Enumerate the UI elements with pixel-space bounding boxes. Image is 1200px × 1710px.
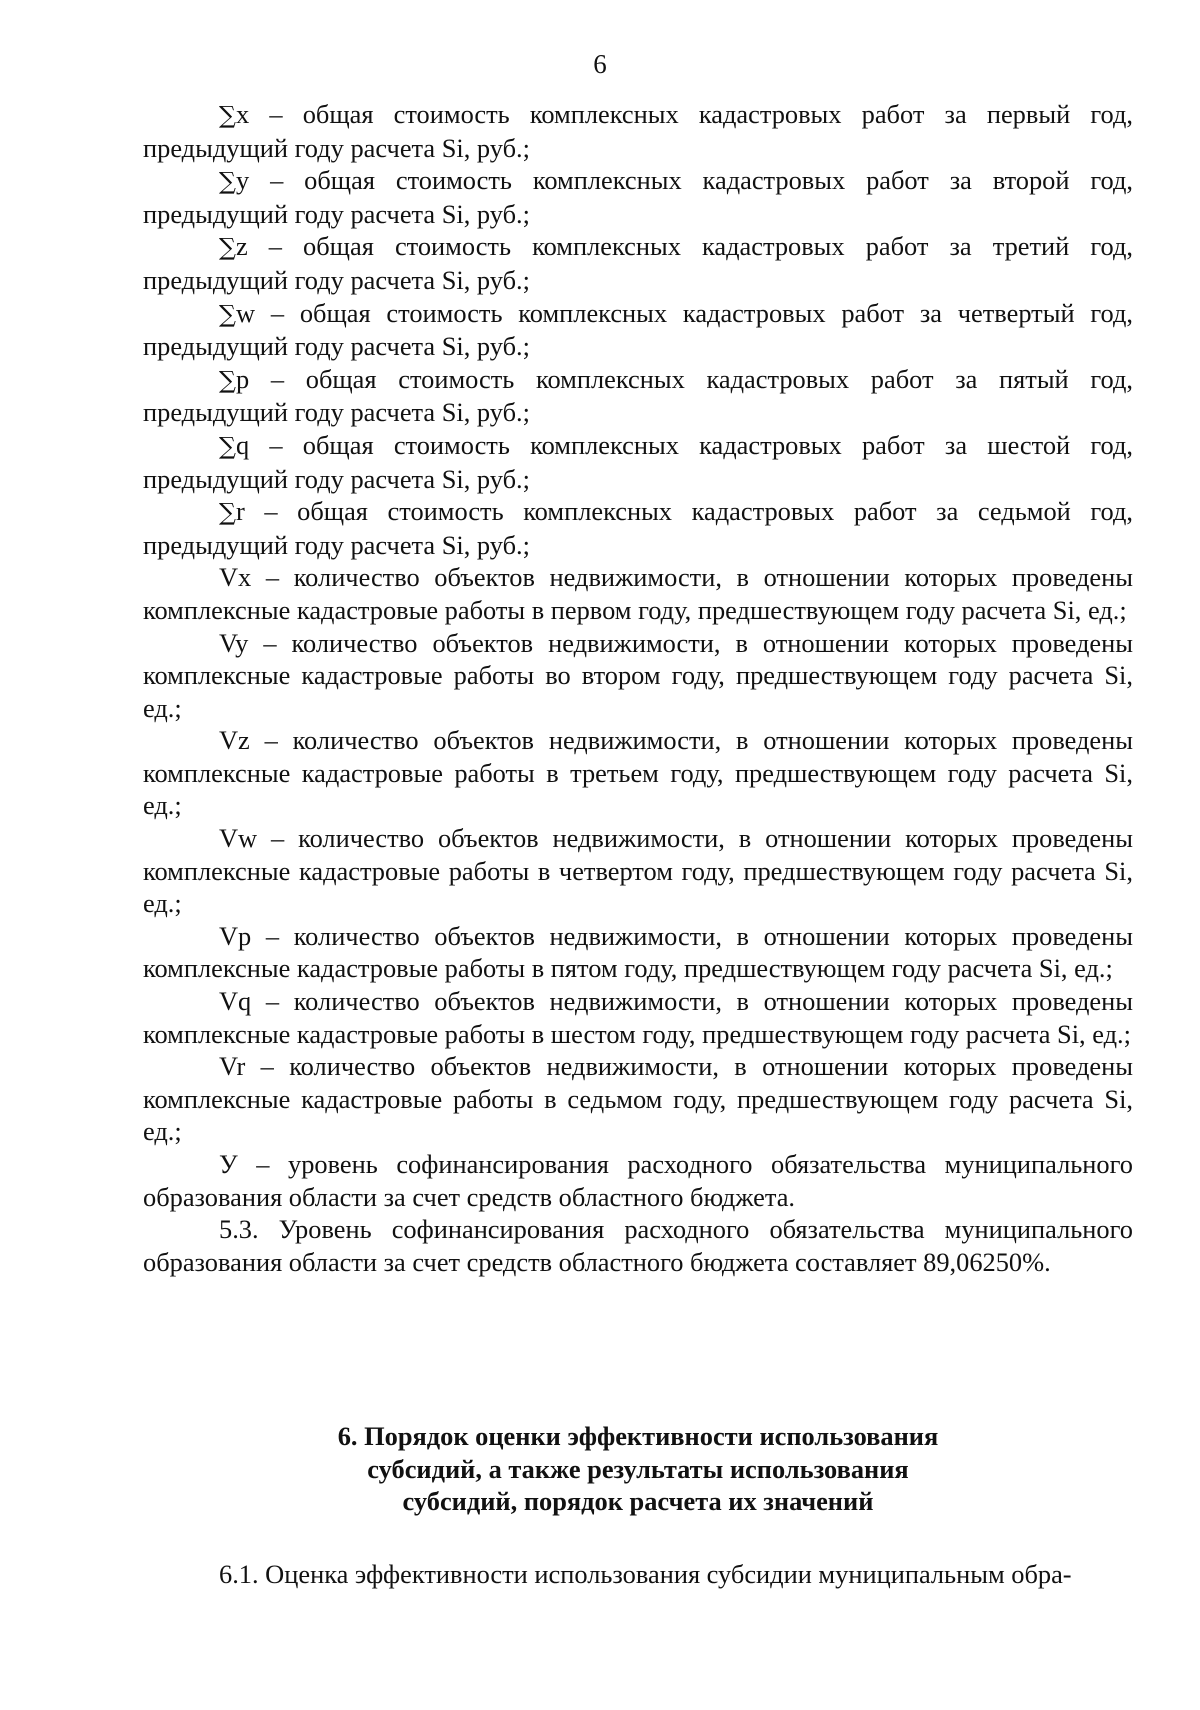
heading-line-3: субсидий, порядок расчета их значений xyxy=(402,1486,874,1517)
sigma-symbol: ∑ xyxy=(219,233,236,262)
definition-sum-q: ∑q – общая стоимость комплексных кадастровых работ за шестой год, предыдущий году расчета Si, руб.; xyxy=(143,429,1133,494)
heading-line-2: субсидий, а также результаты использования xyxy=(367,1453,909,1484)
section-6-heading xyxy=(143,1420,1133,1518)
definition-vw: Vw – количество объектов недвижимости, в отношении которых проведены комплексные кадастровые работы в четвертом году, предшествующем году расчета Si, ед.; xyxy=(143,823,1133,919)
definition-vr: Vr – количество объектов недвижимости, в отношении которых проведены комплексные кадастровые работы в седьмом году, предшествующем году расчета Si, ед.; xyxy=(143,1051,1133,1147)
definition-sum-r: ∑r – общая стоимость комплексных кадастровых работ за седьмой год, предыдущий году расчета Si, руб.; xyxy=(143,496,1133,560)
sigma-symbol: ∑ xyxy=(219,167,236,196)
page-number: 6 xyxy=(593,49,607,79)
sigma-symbol: ∑ xyxy=(219,365,236,394)
definition-sum-z: ∑z – общая стоимость комплексных кадастровых работ за третий год, предыдущий году расчета Si, руб.; xyxy=(143,231,1133,295)
paragraph-5-3: 5.3. Уровень софинансирования расходного обязательства муниципального образования области за счет средств областного бюджета составляет 89,06250%. xyxy=(143,1214,1133,1277)
definition-vz: Vz – количество объектов недвижимости, в отношении которых проведены комплексные кадастровые работы в третьем году, предшествующем году расчета Si, ед.; xyxy=(143,725,1133,821)
sigma-symbol: ∑ xyxy=(219,498,236,527)
sigma-symbol: ∑ xyxy=(219,431,236,460)
definition-sum-w: ∑w – общая стоимость комплексных кадастровых работ за четвертый год, предыдущий году расчета Si, руб.; xyxy=(143,297,1133,362)
heading-line-1: 6. Порядок оценки эффективности использования xyxy=(337,1421,939,1451)
definition-vp: Vp – количество объектов недвижимости, в отношении которых проведены комплексные кадастровые работы в пятом году, предшествующем году расчета Si, ед.; xyxy=(143,920,1133,984)
definition-vq: Vq – количество объектов недвижимости, в отношении которых проведены комплексные кадастровые работы в шестом году, предшествующем году расчета Si, ед.; xyxy=(143,986,1133,1049)
definition-sum-x: ∑x – общая стоимость комплексных кадастровых работ за первый год, предыдущий году расчета Si, руб.; xyxy=(143,99,1133,163)
sigma-symbol: ∑ xyxy=(219,299,236,328)
definitions-list xyxy=(143,98,1133,1278)
definition-y-level: У – уровень софинансирования расходного обязательства муниципального образования области за счет средств областного бюджета. xyxy=(143,1149,1133,1212)
paragraph-6-1: 6.1. Оценка эффективности использования субсидии муниципальным обра- xyxy=(219,1559,1072,1589)
definition-vx: Vx – количество объектов недвижимости, в отношении которых проведены комплексные кадастровые работы в первом году, предшествующем году расчета Si, ед.; xyxy=(143,562,1133,625)
definition-sum-y: ∑y – общая стоимость комплексных кадастровых работ за второй год, предыдущий году расчета Si, руб.; xyxy=(143,165,1133,229)
definition-vy: Vy – количество объектов недвижимости, в отношении которых проведены комплексные кадастровые работы во втором году, предшествующем году расчета Si, ед.; xyxy=(143,627,1133,723)
definition-sum-p: ∑p – общая стоимость комплексных кадастровых работ за пятый год, предыдущий году расчета Si, руб.; xyxy=(143,363,1133,428)
sigma-symbol: ∑ xyxy=(219,101,236,129)
